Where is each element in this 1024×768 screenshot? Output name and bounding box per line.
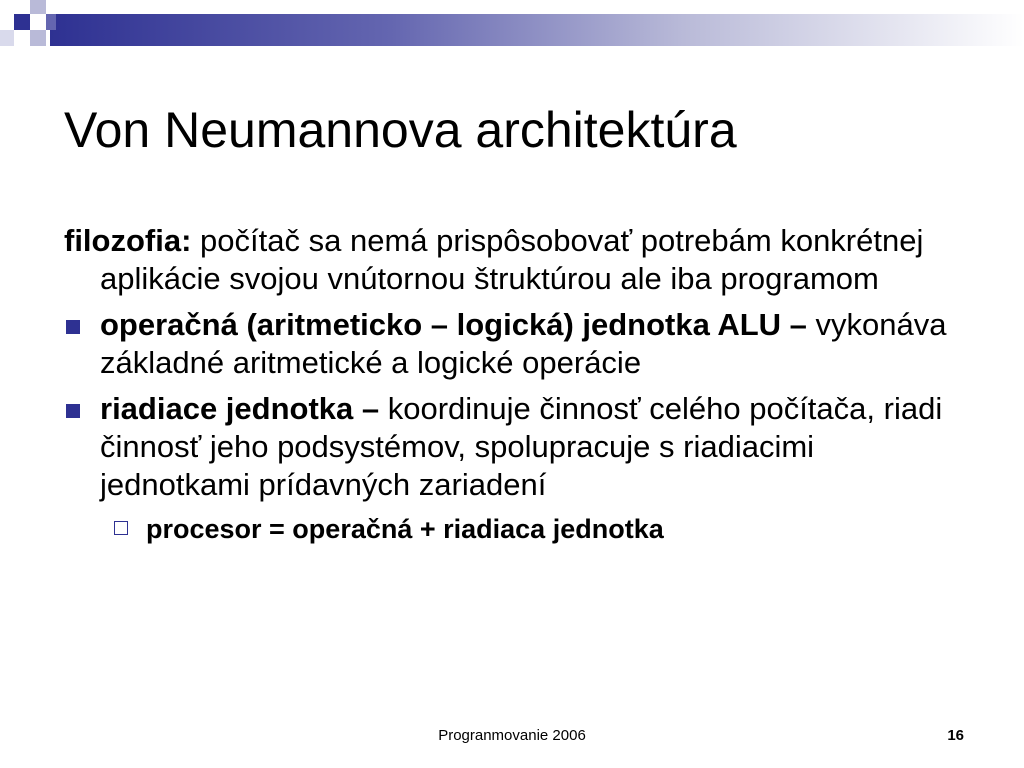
bullet-item-alu xyxy=(64,306,964,382)
bullet-text: koordinuje činnosť celého počítača, riadi činnosť jeho podsystémov, spolupracuje s riadiacimi jednotkami prídavných zariadení xyxy=(100,391,943,502)
sub-bullet-item xyxy=(64,512,964,546)
decor-square-icon xyxy=(14,14,30,30)
page-number: 16 xyxy=(947,727,964,744)
bullet-bold: operačná (aritmeticko – logická) jednotka ALU – xyxy=(100,307,807,342)
footer-text: Progranmovanie 2006 xyxy=(438,727,586,744)
slide-body xyxy=(64,222,964,546)
decor-square-icon xyxy=(0,30,14,46)
square-bullet-icon xyxy=(66,404,80,418)
decor-square-icon xyxy=(30,0,46,14)
decor-square-icon xyxy=(46,14,56,30)
bullet-bold: riadiace jednotka – xyxy=(100,391,380,426)
intro-paragraph xyxy=(64,222,964,298)
header-gradient-bar xyxy=(50,14,1024,46)
sub-bullet-bold: procesor = operačná + riadiaca jednotka xyxy=(146,514,664,544)
square-bullet-icon xyxy=(66,320,80,334)
decor-square-icon xyxy=(30,30,46,46)
header-decoration xyxy=(0,0,1024,64)
intro-label: filozofia: xyxy=(64,223,192,258)
slide-title: Von Neumannova architektúra xyxy=(64,102,737,158)
hollow-square-bullet-icon xyxy=(114,521,128,535)
bullet-text: vykonáva základné aritmetické a logické operácie xyxy=(100,307,947,380)
intro-text: počítač sa nemá prispôsobovať potrebám konkrétnej aplikácie svojou vnútornou štruktúrou ale iba programom xyxy=(100,223,924,296)
bullet-item-control-unit xyxy=(64,390,964,504)
